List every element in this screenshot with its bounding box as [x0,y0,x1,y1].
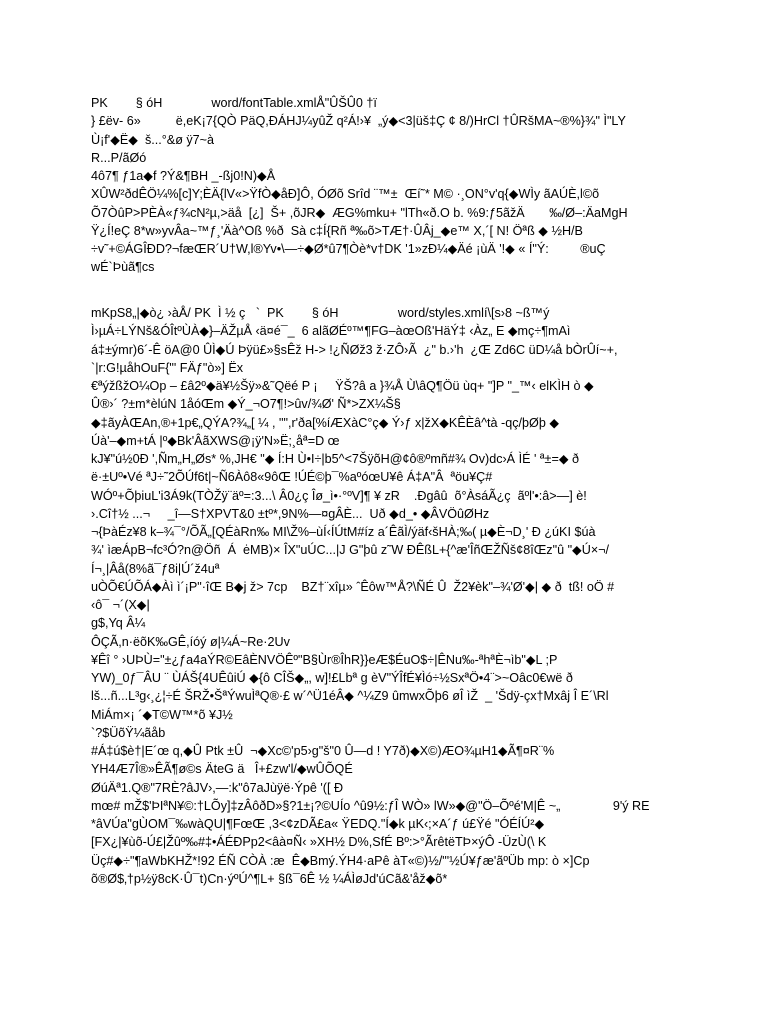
text-line: #Á‡ú$è†|E´œ q,◆Û Ptk ±Û ¬◆Xc©'p5›g"š"0 Û—d ! Y7ð)◆X©)ÆO¾µH1◆Ã¶¤R¨% [91,744,555,758]
text-line: ¥Êî ° ›UÞÙ="±¿ƒa4aÝR©EâÈNVÖÊº"B§Ùr®ÎhR}}eÆ$ÉuO$÷|ÊNu‰-ªhªÈ¬ìb"◆L ;P [91,652,558,667]
text-line: Ÿ¿Í!eÇ 8*w»yvÂa~™ƒ¸'Äà^Oß %ð Sà c‡Í{Rñ ª‰õ>TÆ†·ÛÂj_◆e™ X,´[ N! Öªß ◆ ½H/B [91,223,583,238]
text-line: Û®›´ ?±m*èlúN 1åóŒm ◆Ý_¬O7¶!>ûv/¾Ø' Ñ*>ZX¼Š§ [91,397,401,412]
text-line: mKpS8„|◆ò¿ ›àÅ/ PK Ì ½ ç ` PK § óH word/styles.xmlí\[s›8 ~ß™ý [91,306,550,320]
text-line: Í¬¸|Âå(8%ã¯ƒ8i|Ú´ž4uª [91,561,220,576]
text-line: WÓº+ÕþiuL'i3Á9k(TÒŽÿ¨äº=:3...\ Â0¿ç Îø_ì•·°ºV]¶ ¥ zR .Ðgâû õ°ÀsáÃ¿ç ãºl'•:â>—] è! [91,488,587,503]
text-line: ‹ô¯ ¬´(X◆| [91,598,150,612]
text-line: Üç#◆÷"¶aWbKHŽ*!92 ÉÑ CÒÀ :æ Ê◆Bmý.ÝH4·aPê àT«©)½/"'½Ú¥ƒæ'ãºÜb mp: ò ×]Cp [91,853,590,868]
text-line: ◆‡ãyÀŒAn,®+1p€„QÝA?¾„[ ¼ , "",r'ða[%íÆXàC°ç◆ Ý›ƒ x|žX◆KÊÈâ^tà -qç/þØþ ◆ [91,415,560,430]
text-line: á‡±ýmr)6´-Ê öA@0 ÛÌ◆Ú Þÿü£»§sÊž H-> !¿ÑØž3 ž·ZÔ›Ã ¿" b.›'h ¿Œ Zd6C üD¼å bÒrÛí~+, [91,342,618,357]
text-line: [FX¿|¥ùõ-Ú£|Žûº‰#‡•ÁÉÐPp2<âà¤Ñ‹ »XH½ D%,SfÉ Bº:>°ÃrêtëTÞ×ýÔ -ÜzÙ(\ K [91,835,547,850]
text-line: YW)_0ƒ¯ÂU ¨ ÙÁŠ{4UÊûiÚ ◆{ô CÎŠ◆„, w]!£Lbª g èV"ÝÎfÉ¥Ìó÷½SxªÖ•4¨>~Oâc0€wë ð [91,671,573,685]
garbled-text-block-styles [91,304,741,888]
text-line: wÉ`Þùã¶cs [91,260,155,275]
text-line: YH4Æ7Î®»ÊÃ¶ø©s ÄteG ä Î+£zw'l/◆wÛÕQÉ [91,762,353,777]
text-line: õ®Ø$‚†p½ÿ8cK·Û¯t)Cn·ýºÚ^¶L+ §ß¯6Ê ½ ¼ÁÌøJd'úCã&'åž◆õ* [91,871,448,886]
text-line: ÔÇÃ,n·ëõK‰GÊ,íóý ø|¼Á~Re·2Uv [91,634,290,649]
text-line: `?$ÜõŸ¼ãåb [91,725,166,740]
text-line: MiÁm×¡ ´◆T©W™*õ ¥J½ [91,707,233,722]
text-line: Ù¡f'◆Ë◆ š...°&ø ÿ7~à [91,132,215,147]
garbled-text-block-fonttable [91,94,741,277]
text-line: ›.Cî†½ ...¬ _î—S†XPVT&0 ±tº*,9N%—¤gÂÈ... Uð ◆d_• ◆ÂVÖûØHz [91,506,490,521]
text-line: } £ëv- 6» ë,eK¡7{QÒ PäQ,ÐÁHJ¼yûŽ q²Á!›¥ „ý◆<3|üš‡Ç ¢ 8/)HrCl †ÛRšMA~®%}¾" Ì"LY [91,114,626,129]
text-line: kJ¥"ú½0Ð ',Ñm„H„Øs* %,JH€ "◆ Í:H Ù•I÷|b5^<7ŠÿõH@¢ô®ºmñ#¾ Ov)dc›Á ÌÉ ' ª±=◆ ð [91,452,580,466]
text-line: 4ô7¶ ƒ1a◆f ?Ý&¶BH _-ßj0!N)◆Å [91,169,276,183]
text-line: lš...ñ...L³g‹¸¿¦÷É ŠRŽ•ŠªÝwuÌªQ®·£ w´^Ü1éÂ◆ ^¼Z9 ûmwxÕþ6 øÎ ìŽ _ 'Šdÿ-çx†Mxâj Î E´\Rl [91,689,609,704]
text-line: Õ7ÒûP>PÈÀ«ƒ¾cN²µ,>äå [¿] Š+ ,õJR◆ ÆG%mku+ "lTh«ð.O b. %9:ƒ5ãžÄ ‰/Ø–:ÄaMgH [91,205,628,220]
text-line: ØúÄª1.Q®"7RÈ?âJV›,—:k"ô7aJùÿë·Ýpê '([ Ð [91,780,344,795]
text-line: Úà'–◆m+tÁ |º◆Bk'ÂãXWS@¡ÿ'N»Ë;¸åª=D œ [91,433,340,448]
text-line: ë·±Uº•Vé ªJ÷˜2ÕÚf6t|~Ñ6Àô8«9ôŒ !ÚÉ©þ¯%aºóœU¥ê Á‡A"Â ªöu¥Ç# [91,470,493,485]
text-line: `|r:G!µåhOuF{"' FÄƒ"ò»] Ëx [91,360,244,375]
text-line: Ì›µÁ÷LÝNš&ÓÎtºÙÀ◆}–ÄŽµÅ ‹ä¤é¯_ 6 alãØÉº™¶FG–àœOß'HäÝ‡ ‹Àz„ E ◆mç÷¶mAì [91,324,571,339]
text-line: ¬{ÞàÉz¥8 k–¾¯°/ÕÃ„[QÉàRn‰ MI\Ž%–ùÍ‹ÍÚtM#íz a´ÊãÌ/ýäf‹šHÀ;‰( µ◆È¬D¸' Ð ¿úKI $úà [91,525,596,539]
text-line: XÛW²ðdÊÖ¼%[c]Y;ÈÄ{lV«>ŸfÒ◆åÐ]Ô, ÓØõ Srîd ¨™± Œí˜* M© ·¸ON°v'q{◆WÌy ãAÚÈ,l©õ [91,187,600,202]
text-line: ÷v˜+©ÁGÎÐD?¬fæŒR´U†W,l®Yv•\—÷◆Ø*û7¶Òè*v†DK '1»zÐ¼◆Äé ¡ùÄ '!◆ « Í"Ý: ®uÇ [91,242,606,256]
text-line: ¾' ìæÁpB¬fc³Ó?n@Öñ Á ėMB)× ÎX"uÚC...|J G"þû z˜W ÐÊßL+{^æ'ÎñŒŽÑš¢8îŒz"û "◆Ú×¬/ [91,543,610,558]
text-line: *âVÚa"gÙOM¯‰wàQU|¶FœŒ ,3<¢zDÃ£a« ŸEDQ."Í◆k µK‹;×A´ƒ ú£Ÿé "ÓÉÍÚ²◆ [91,817,545,831]
text-line: R...P/ãØó [91,150,147,165]
text-line: mœ# mŽ$'ÞIªN¥©:†LÕy]‡zÂôðD»§?1±¡?©UÍo ^û9½:ƒÎ WÒ» lW»◆@"Ö–Õºé'M|Ê ~„ 9'ý RE [91,798,650,813]
text-line: PK § óH word/fontTable.xmlÅ"ÛŠÛ0 †ï [91,96,377,110]
text-line: g$,Yq Â¼ [91,616,146,631]
text-line: €ªýžßžO¼Op – £â2º◆ä¥½Šÿ»&˜Qëé P ¡ ŸŠ?â a }¾Å Ù\âQ¶Öü ùq+ "]P "_™‹ elKÌH ò ◆ [91,379,594,393]
text-line: uÒÕ€ÚÕÁ◆Àì ì´¡P"·îŒ B◆j ž> 7cp BZ†¨xîµ» ˆÊôw™Å?\ÑÉ Û Ž2¥èk"–¾'Ø'◆| ◆ ð tß! oÖ # [91,579,615,594]
